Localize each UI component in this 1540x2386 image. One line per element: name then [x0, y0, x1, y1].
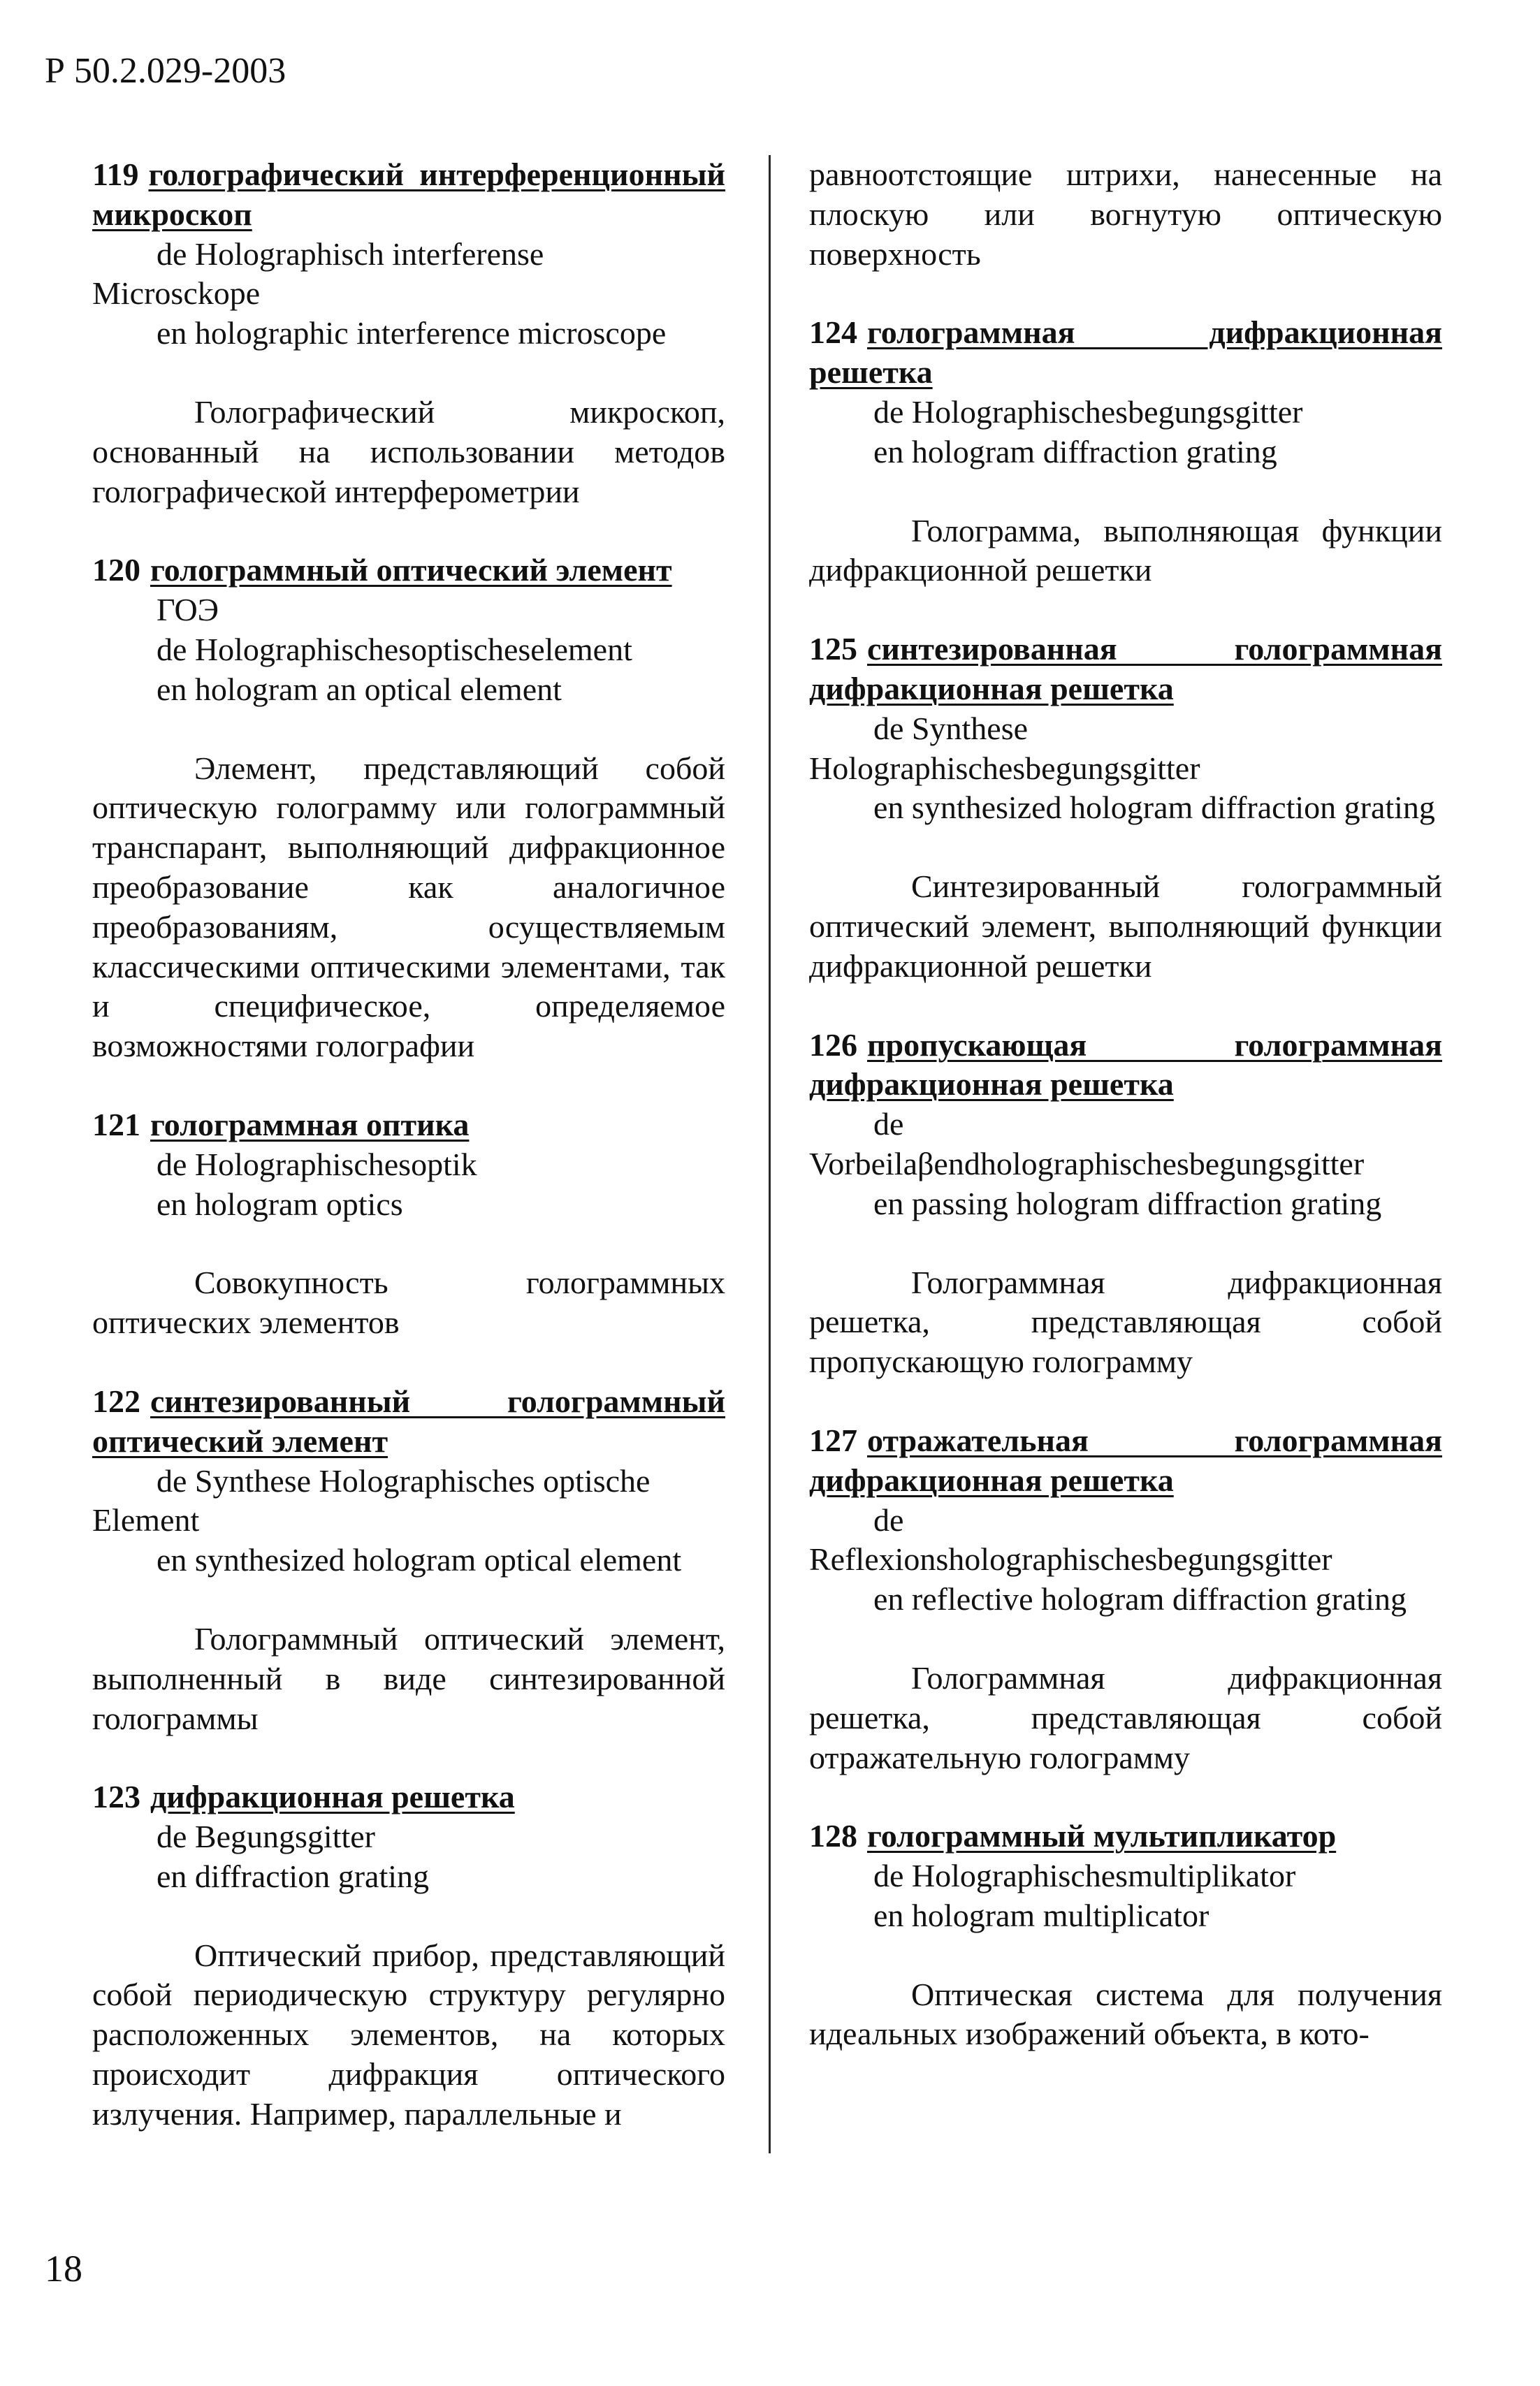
term-equivalent: de [873, 1501, 904, 1538]
term-title: голограммный оптический элемент [150, 552, 672, 588]
term-equivalent: Microsckope [92, 275, 261, 312]
term-entry [92, 155, 725, 511]
term-number: 127 [809, 1422, 857, 1458]
term-definition: Оптическая система для получения идеальных изображений объекта, в кото- [809, 1976, 1442, 2052]
term-definition: Совокупность голограммных оптических элементов [92, 1265, 725, 1341]
term-heading [809, 1817, 1442, 1856]
term-equivalent: de [873, 1106, 904, 1142]
term-entry [92, 1105, 725, 1343]
term-equivalent: de Holographisch interferense [157, 235, 544, 272]
term-definition: Синтезированный голограммный оптический элемент, выполняющий функции дифракционной решетки [809, 868, 1442, 984]
term-entry [809, 155, 1442, 274]
term-number: 124 [809, 314, 857, 351]
term-equivalent: de Synthese [873, 710, 1029, 746]
term-title: дифракционная решетка [150, 1779, 515, 1815]
term-equivalent: de Holographischesbegungsgitter [873, 393, 1303, 430]
term-heading [809, 313, 1442, 393]
term-equivalent: en synthesized hologram diffraction grating [873, 790, 1435, 826]
term-heading [809, 630, 1442, 709]
term-heading [92, 1382, 725, 1462]
term-equivalent: Vorbeilaβendholographischesbegungsgitter [809, 1145, 1365, 1181]
term-equivalent: Holographischesbegungsgitter [809, 750, 1200, 786]
term-heading [92, 1777, 725, 1817]
term-equivalent: en reflective hologram diffraction grating [873, 1581, 1407, 1617]
term-equivalent: ГОЭ [157, 592, 219, 628]
term-number: 120 [92, 552, 140, 588]
term-entry [809, 1026, 1442, 1382]
term-heading [809, 1421, 1442, 1501]
term-title: пропускающая голограммная дифракционная решетка [809, 1026, 1442, 1103]
term-equivalent: en hologram an optical element [157, 671, 562, 707]
page-number: 18 [45, 2248, 82, 2290]
term-number: 122 [92, 1383, 140, 1419]
term-number: 123 [92, 1779, 140, 1815]
term-equivalent: en diffraction grating [157, 1858, 430, 1894]
column-divider [769, 155, 771, 2153]
term-number: 126 [809, 1026, 857, 1063]
term-equivalent: en synthesized hologram optical element [157, 1542, 682, 1578]
term-definition: Элемент, представляющий собой оптическую голограмму или голограммный транспарант, выполняющий дифракционное преобразование как аналогичное преобразованиям, осуществляемым классическими оптическими элементами, так и специфическое, определяемое возможностями голографии [92, 750, 725, 1064]
term-entry [92, 1777, 725, 2134]
term-heading [809, 1026, 1442, 1105]
left-column [92, 155, 725, 2174]
term-title: голограммная дифракционная решетка [809, 314, 1442, 391]
term-title: синтезированный голограммный оптический элемент [92, 1383, 725, 1459]
term-equivalent: de Holographischesoptischeselement [157, 631, 632, 667]
term-heading [92, 1105, 725, 1145]
term-entry [809, 630, 1442, 986]
term-equivalent: en hologram multiplicator [873, 1897, 1210, 1933]
term-equivalent: en holographic interference microscope [157, 315, 667, 351]
term-title: голографический интерференционный микроскоп [92, 157, 725, 232]
term-definition: Голограммный оптический элемент, выполненный в виде синтезированной голограммы [92, 1620, 725, 1736]
term-equivalent: en hologram diffraction grating [873, 433, 1277, 470]
term-title: голограммная оптика [150, 1106, 470, 1142]
term-entry [809, 313, 1442, 590]
term-equivalent: de Synthese Holographisches optische [157, 1462, 651, 1499]
term-equivalent: en passing hologram diffraction grating [873, 1185, 1382, 1221]
term-number: 128 [809, 1818, 857, 1854]
term-title: синтезированная голограммная дифракционная решетка [809, 631, 1442, 706]
term-equivalent: en hologram optics [157, 1186, 403, 1222]
term-equivalent: de Begungsgitter [157, 1819, 375, 1855]
term-definition: Голографический микроскоп, основанный на использовании методов голографической интерферометрии [92, 393, 725, 509]
term-heading [92, 155, 725, 235]
term-number: 121 [92, 1106, 140, 1142]
term-definition: Голограммная дифракционная решетка, представляющая собой отражательную голограмму [809, 1659, 1442, 1775]
term-heading [92, 551, 725, 590]
term-definition: Голограмма, выполняющая функции дифракционной решетки [809, 512, 1442, 588]
document-code: Р 50.2.029-2003 [45, 51, 286, 91]
term-entry [92, 551, 725, 1066]
term-definition: Оптический прибор, представляющий собой периодическую структуру регулярно расположенных элементов, на которых происходит дифракция оптического излучения. Например, параллельные и [92, 1937, 725, 2132]
term-number: 125 [809, 631, 857, 667]
term-title: голограммный мультипликатор [867, 1818, 1337, 1854]
term-equivalent: de Holographischesmultiplikator [873, 1858, 1296, 1894]
term-number: 119 [92, 157, 139, 192]
term-definition: Голограммная дифракционная решетка, представляющая собой пропускающую голограмму [809, 1264, 1442, 1380]
term-equivalent: равноотстоящие штрихи, нанесенные на плоскую или вогнутую оптическую поверхность [809, 157, 1442, 272]
term-entry [809, 1421, 1442, 1777]
term-equivalent: Element [92, 1502, 200, 1538]
term-equivalent: Reflexionsholographischesbegungsgitter [809, 1541, 1332, 1578]
right-column [809, 155, 1442, 2093]
term-equivalent: de Holographischesoptik [157, 1146, 477, 1182]
term-entry [809, 1817, 1442, 2054]
term-entry [92, 1382, 725, 1738]
term-title: отражательная голограммная дифракционная решетка [809, 1422, 1442, 1498]
